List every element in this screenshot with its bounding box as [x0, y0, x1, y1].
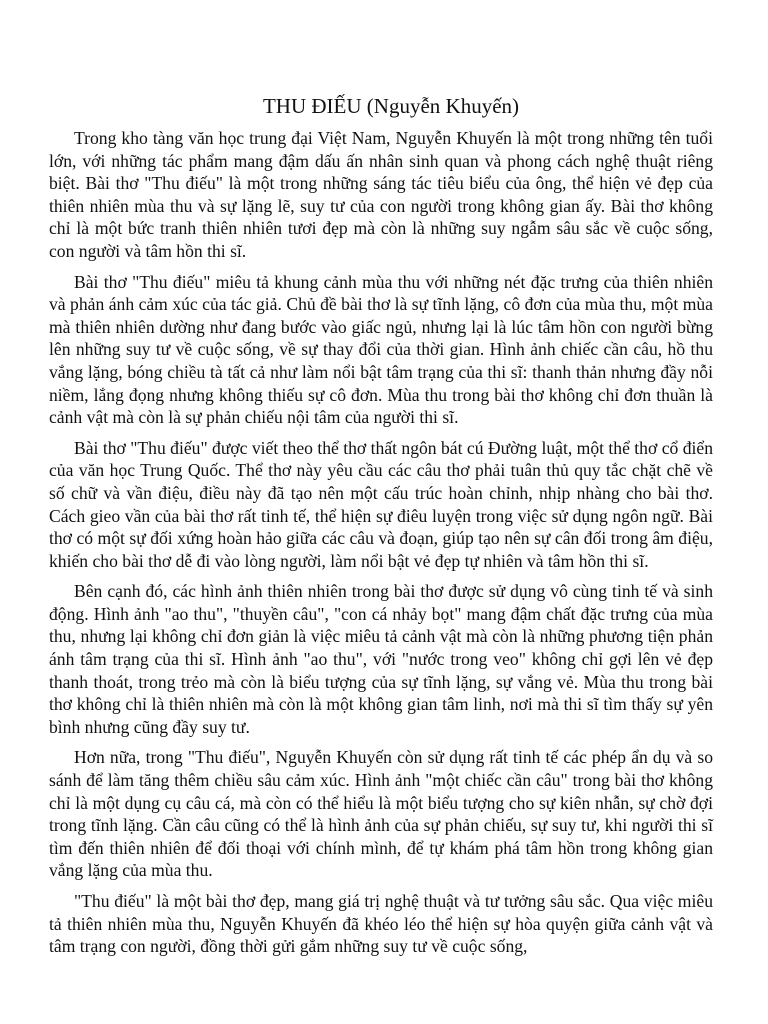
- paragraph-2: Bài thơ "Thu điếu" miêu tả khung cảnh mùa thu với những nét đặc trưng của thiên nhiên và phản ánh cảm xúc của tác giả. Chủ đề bài thơ là sự tĩnh lặng, cô đơn của mùa thu, một mùa mà thiên nhiên dường như đang bước vào giấc ngủ, nhưng lại là lúc tâm hồn con người bừng lên những suy tư về cuộc sống, về sự thay đổi của thời gian. Hình ảnh chiếc cần câu, hồ thu vắng lặng, bóng chiều tà tất cả như làm nổi bật tâm trạng của thi sĩ: thanh thản nhưng đầy nỗi niềm, lắng đọng nhưng không thiếu sự cô đơn. Mùa thu trong bài thơ không chỉ đơn thuần là cảnh vật mà còn là sự phản chiếu nội tâm của người thi sĩ.: [49, 271, 713, 428]
- paragraph-6: "Thu điếu" là một bài thơ đẹp, mang giá trị nghệ thuật và tư tưởng sâu sắc. Qua việc miêu tả thiên nhiên mùa thu, Nguyễn Khuyến đã khéo léo thể hiện sự hòa quyện giữa cảnh vật và tâm trạng con người, đồng thời gửi gắm những suy tư về cuộc sống,: [49, 891, 713, 957]
- document-title: THU ĐIẾU (Nguyễn Khuyến): [262, 94, 520, 118]
- paragraph-5: Hơn nữa, trong "Thu điếu", Nguyễn Khuyến còn sử dụng rất tinh tế các phép ẩn dụ và so sánh để làm tăng thêm chiều sâu cảm xúc. Hình ảnh "một chiếc cần câu" trong bài thơ không chỉ là một dụng cụ câu cá, mà còn có thể hiểu là một biểu tượng cho sự kiên nhẫn, sự chờ đợi trong tĩnh lặng. Cần câu cũng có thể là hình ảnh của sự phản chiếu, sự suy tư, khi người thi sĩ tìm đến thiên nhiên để đối thoại với chính mình, để tự khám phá tâm hồn trong không gian vắng lặng của mùa thu.: [49, 747, 713, 881]
- paragraph-4: Bên cạnh đó, các hình ảnh thiên nhiên trong bài thơ được sử dụng vô cùng tinh tế và sinh động. Hình ảnh "ao thu", "thuyền câu", "con cá nhảy bọt" mang đậm chất đặc trưng của mùa thu, nhưng lại không chỉ đơn giản là việc miêu tả cảnh vật mà còn là những phương tiện phản ánh tâm trạng của thi sĩ. Hình ảnh "ao thu", với "nước trong veo" không chỉ gợi lên vẻ đẹp thanh thoát, trong trẻo mà còn là biểu tượng của sự tĩnh lặng, sự vắng vẻ. Mùa thu trong bài thơ không chỉ là thiên nhiên mà còn là một không gian tâm linh, nơi mà thi sĩ tìm thấy sự yên bình nhưng cũng đầy suy tư.: [49, 581, 713, 737]
- document-body: [49, 91, 713, 966]
- paragraph-1: Trong kho tàng văn học trung đại Việt Nam, Nguyễn Khuyến là một trong những tên tuổi lớn, với những tác phẩm mang đậm dấu ấn nhân sinh quan và phong cách nghệ thuật riêng biệt. Bài thơ "Thu điếu" là một trong những sáng tác tiêu biểu của ông, thể hiện vẻ đẹp của thiên nhiên mùa thu và sự lặng lẽ, suy tư của con người trong không gian ấy. Bài thơ không chỉ là một bức tranh thiên nhiên tươi đẹp mà còn là những suy ngẫm sâu sắc về cuộc sống, con người và tâm hồn thi sĩ.: [49, 128, 713, 261]
- paragraph-3: Bài thơ "Thu điếu" được viết theo thể thơ thất ngôn bát cú Đường luật, một thể thơ cổ điển của văn học Trung Quốc. Thể thơ này yêu cầu các câu thơ phải tuân thủ quy tắc chặt chẽ về số chữ và vần điệu, điều này đã tạo nên một cấu trúc hoàn chỉnh, nhịp nhàng cho bài thơ. Cách gieo vần của bài thơ rất tinh tế, thể hiện sự điêu luyện trong việc sử dụng ngôn ngữ. Bài thơ có một sự đối xứng hoàn hảo giữa các câu và đoạn, giúp tạo nên sự cân đối trong âm điệu, khiến cho bài thơ dễ đi vào lòng người, làm nổi bật vẻ đẹp tự nhiên và tâm hồn thi sĩ.: [49, 437, 713, 571]
